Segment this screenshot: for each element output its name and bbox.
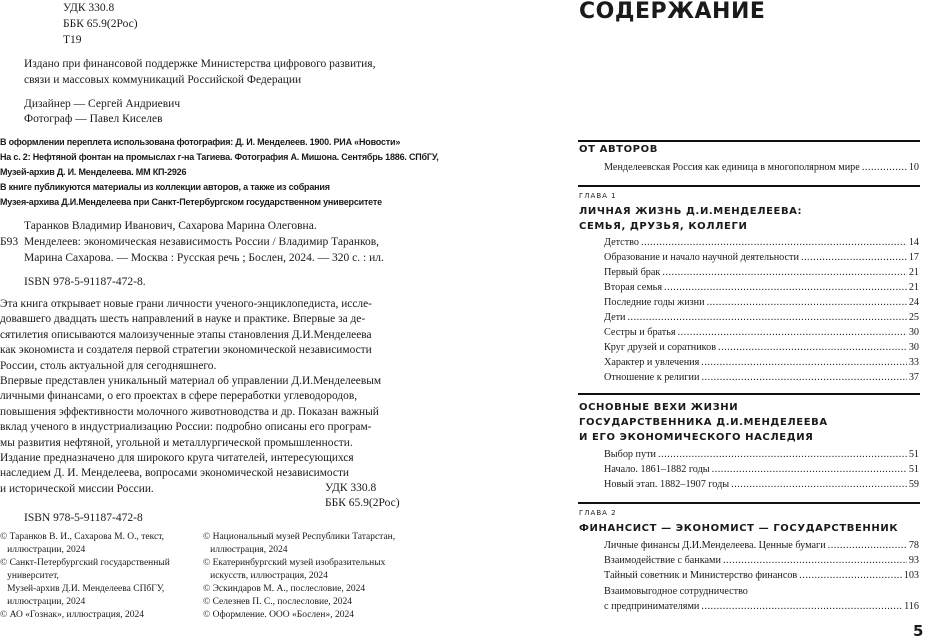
section-divider	[578, 185, 920, 187]
toc-entry[interactable]	[604, 235, 919, 250]
copyright-line: © Национальный музей Республики Татарстан,	[203, 532, 396, 542]
toc-entry-page: 21	[908, 282, 919, 293]
toc-entry-title: Взаимодействие с банками	[604, 555, 721, 566]
toc-leader-dots	[801, 250, 907, 265]
bbk-code-bottom: ББК 65.9(2Рос)	[325, 497, 400, 509]
bibliographic-line: Марина Сахарова. — Москва : Русская речь ; Бослен, 2024. — 320 с. : ил.	[24, 252, 384, 264]
toc-entry-page: 51	[908, 464, 919, 475]
copyright-line: © Таранков В. И., Сахарова М. О., текст,	[0, 532, 165, 542]
toc-entry-title: Новый этап. 1882–1907 годы	[604, 479, 730, 490]
toc-entry-title: Вторая семья	[604, 282, 663, 293]
copyright-line: © Эскиндаров М. А., послесловие, 2024	[203, 584, 366, 594]
isbn: ISBN 978-5-91187-472-8.	[24, 276, 146, 288]
toc-leader-dots	[658, 447, 907, 462]
cover-credit-line: В книге публикуются материалы из коллекции авторов, а также из собрания	[0, 182, 330, 192]
chapter-title-line: СЕМЬЯ, ДРУЗЬЯ, КОЛЛЕГИ	[579, 221, 748, 232]
toc-entry[interactable]	[604, 280, 919, 295]
toc-entry-title: Образование и начало научной деятельности	[604, 252, 799, 263]
toc-leader-dots	[701, 599, 902, 614]
copyright-line: университет,	[0, 571, 59, 581]
photographer-credit: Фотограф — Павел Киселев	[24, 113, 163, 125]
copyright-line: иллюстрация, 2024	[203, 545, 288, 555]
isbn-bottom: ISBN 978-5-91187-472-8	[24, 512, 143, 524]
udk-code: УДК 330.8	[63, 2, 115, 14]
funding-note-line-1: Издано при финансовой поддержке Министерства цифрового развития,	[24, 58, 376, 70]
cover-credit-line: На с. 2: Нефтяной фонтан на промыслах г-на Тагиева. Фотография А. Мишона. Сентябрь 1886. СПбГУ,	[0, 152, 439, 162]
chapter-label: ГЛАВА 2	[579, 509, 617, 517]
toc-entry[interactable]	[604, 310, 919, 325]
toc-leader-dots	[723, 553, 907, 568]
toc-entry-page: 25	[908, 312, 919, 323]
copyright-line: искусств, иллюстрация, 2024	[203, 571, 328, 581]
bibliographic-mark: Б93	[0, 236, 19, 248]
section-divider	[578, 502, 920, 504]
toc-entry-page: 10	[908, 162, 919, 173]
toc-entry[interactable]	[604, 250, 919, 265]
toc-leader-dots	[662, 265, 906, 280]
annotation-line: личными финансами, о его проектах в сфере переработки углеводородов,	[0, 390, 358, 403]
toc-entry-page: 14	[908, 237, 919, 248]
toc-leader-dots	[799, 568, 901, 583]
toc-entry-title: Отношение к религии	[604, 372, 700, 383]
toc-leader-dots	[712, 462, 907, 477]
toc-entry[interactable]	[604, 340, 919, 355]
toc-entry-title: Дети	[604, 312, 626, 323]
toc-entry-continued[interactable]	[604, 584, 919, 599]
chapter-title-line: ЛИЧНАЯ ЖИЗНЬ Д.И.МЕНДЕЛЕЕВА:	[579, 206, 803, 217]
toc-leader-dots	[718, 340, 907, 355]
toc-entry-title: Сестры и братья	[604, 327, 676, 338]
annotation-line: вклад ученого в индустриализацию России: подробно описаны его програм-	[0, 421, 372, 434]
annotation-line: Издание предназначено для широкого круга читателей, интересующихся	[0, 452, 354, 465]
copyright-line: иллюстрации, 2024	[0, 545, 86, 555]
toc-entry-title: Первый брак	[604, 267, 661, 278]
toc-entry-title: Менделеевская Россия как единица в многополярном мире	[604, 162, 860, 173]
annotation-line: повышения эффективности молочного животноводства и др. Показан важный	[0, 405, 379, 418]
copyright-line: © АО «Гознак», иллюстрация, 2024	[0, 610, 144, 620]
toc-entry-title: Взаимовыгодное сотрудничество	[604, 586, 748, 597]
toc-entry-page: 30	[908, 342, 919, 353]
toc-leader-dots	[701, 370, 906, 385]
toc-entry-page: 33	[908, 357, 919, 368]
toc-entry[interactable]	[604, 477, 919, 492]
toc-entry-page: 37	[908, 372, 919, 383]
chapter-label: ГЛАВА 1	[579, 192, 617, 200]
toc-entry-title: Характер и увлечения	[604, 357, 700, 368]
toc-leader-dots	[828, 538, 907, 553]
toc-entry-page: 59	[908, 479, 919, 490]
toc-entry-title: Начало. 1861–1882 годы	[604, 464, 710, 475]
copyright-line: © Селезнев П. С., послесловие, 2024	[203, 597, 353, 607]
chapter-title-line: ФИНАНСИСТ — ЭКОНОМИСТ — ГОСУДАРСТВЕННИК	[579, 523, 899, 534]
toc-leader-dots	[641, 235, 907, 250]
page-number: 5	[913, 622, 924, 640]
page-title: СОДЕРЖАНИЕ	[579, 0, 766, 24]
section-title-line: ОСНОВНЫЕ ВЕХИ ЖИЗНИ	[579, 402, 739, 413]
annotation-line: России, столь актуальной для сегодняшнего.	[0, 359, 217, 372]
toc-entry-page: 103	[903, 570, 919, 581]
funding-note-line-2: связи и массовых коммуникаций Российской Федерации	[24, 74, 302, 86]
toc-entry-title: с предпринимателями	[604, 601, 700, 612]
udk-code-bottom: УДК 330.8	[325, 482, 377, 494]
toc-leader-dots	[707, 295, 907, 310]
toc-entry-title: Личные финансы Д.И.Менделеева. Ценные бумаги	[604, 540, 826, 551]
toc-entry[interactable]	[604, 355, 919, 370]
copyright-line: © Санкт-Петербургский государственный	[0, 558, 170, 568]
annotation-line: Эта книга открывает новые грани личности ученого-энциклопедиста, иссле-	[0, 298, 372, 310]
copyright-line: Музей-архив Д.И. Менделеева СПбГУ,	[0, 584, 165, 594]
designer-credit: Дизайнер — Сергей Андриевич	[24, 98, 181, 110]
toc-entry[interactable]	[604, 265, 919, 280]
annotation-line: как экономиста и создателя первой стратегии экономической независимости	[0, 344, 372, 357]
bibliographic-authors: Таранков Владимир Иванович, Сахарова Марина Олеговна.	[24, 220, 317, 232]
toc-entry[interactable]	[604, 370, 919, 385]
toc-leader-dots	[862, 160, 907, 175]
toc-entry[interactable]	[604, 599, 919, 614]
toc-leader-dots	[678, 325, 907, 340]
annotation-line: сятилетия описываются малоизученные этапы становления Д.И.Менделеева	[0, 328, 372, 341]
author-mark: Т19	[63, 34, 82, 46]
toc-leader-dots	[628, 310, 907, 325]
toc-entry-page: 116	[904, 601, 919, 612]
cover-credit-line: Музей-архив Д. И. Менделеева. ММ КП-2926	[0, 167, 187, 177]
toc-entry-page: 51	[908, 449, 919, 460]
annotation-line: и исторической миссии России.	[0, 482, 154, 495]
section-title: ОТ АВТОРОВ	[579, 144, 658, 155]
bbk-code: ББК 65.9(2Рос)	[63, 18, 138, 30]
cover-credit-line: В оформлении переплета использована фотография: Д. И. Менделеев. 1900. РИА «Новости»	[0, 137, 401, 147]
section-title-line: И ЕГО ЭКОНОМИЧЕСКОГО НАСЛЕДИЯ	[579, 432, 814, 443]
toc-entry-title: Круг друзей и соратников	[604, 342, 717, 353]
annotation-line: наследием Д. И. Менделеева, вопросами экономической независимости	[0, 467, 350, 480]
bibliographic-line: Менделеев: экономическая независимость России / Владимир Таранков,	[24, 236, 380, 248]
toc-entry[interactable]	[604, 553, 919, 568]
toc-leader-dots	[664, 280, 907, 295]
toc-entry[interactable]	[604, 160, 919, 175]
copyright-line: © Екатеринбургский музей изобразительных	[203, 558, 386, 568]
toc-entry[interactable]	[604, 538, 919, 553]
toc-entry-title: Детство	[604, 237, 639, 248]
annotation-line: довавшего двадцать шесть направлений в науке и практике. Впервые за де-	[0, 313, 366, 326]
cover-credit-line: Музея-архива Д.И.Менделеева при Санкт-Петербургском государственном университете	[0, 197, 382, 207]
annotation-line: мы развития нефтяной, угольной и металлургической промышленности.	[0, 436, 353, 449]
section-divider	[578, 393, 920, 395]
toc-entry[interactable]	[604, 462, 919, 477]
toc-entry[interactable]	[604, 568, 919, 583]
toc-entry-page: 21	[908, 267, 919, 278]
toc-entry-title: Тайный советник и Министерство финансов	[604, 570, 798, 581]
toc-entry-title: Последние годы жизни	[604, 297, 705, 308]
toc-entry-page: 78	[908, 540, 919, 551]
copyright-line: иллюстрации, 2024	[0, 597, 86, 607]
toc-entry-page: 24	[908, 297, 919, 308]
toc-entry[interactable]	[604, 325, 919, 340]
annotation-line: Впервые представлен уникальный материал об управлении Д.И.Менделеевым	[0, 375, 382, 388]
copyright-line: © Оформление. ООО «Бослен», 2024	[203, 610, 354, 620]
toc-entry-page: 93	[908, 555, 919, 566]
toc-entry-title: Выбор пути	[604, 449, 657, 460]
toc-entry[interactable]	[604, 295, 919, 310]
toc-leader-dots	[731, 477, 907, 492]
toc-leader-dots	[701, 355, 907, 370]
toc-entry-page: 17	[908, 252, 919, 263]
toc-entry-page: 30	[908, 327, 919, 338]
toc-entry[interactable]	[604, 447, 919, 462]
section-title-line: ГОСУДАРСТВЕННИКА Д.И.МЕНДЕЛЕЕВА	[579, 417, 828, 428]
